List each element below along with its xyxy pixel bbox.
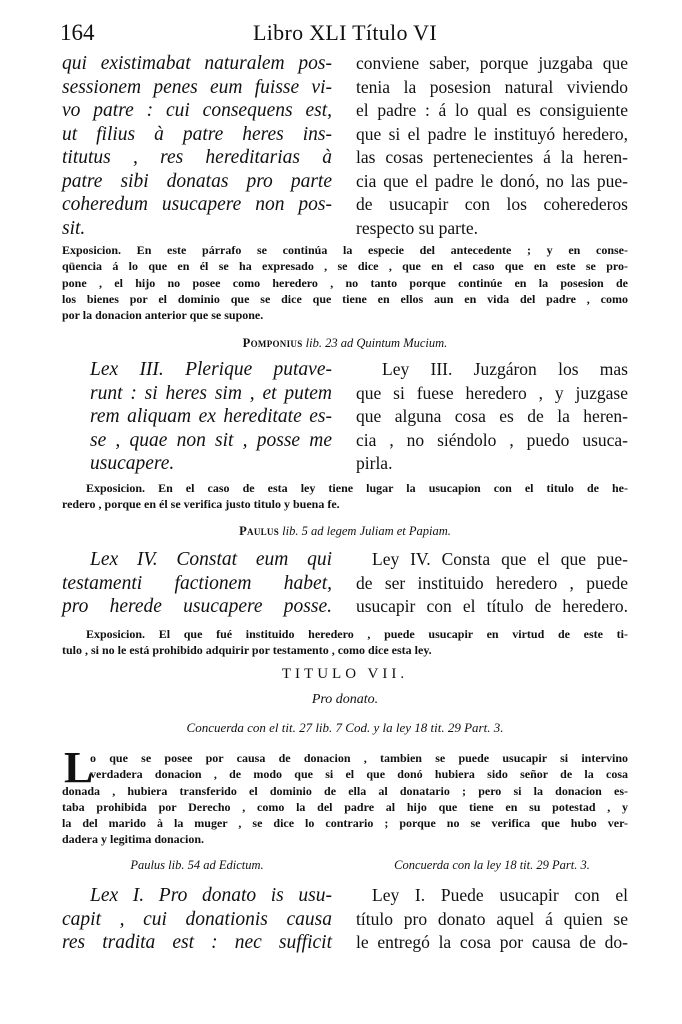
intro-line: o que se posee por causa de donacion , tambien se puede usucapir si intervino xyxy=(90,751,628,765)
latin-line: pro herede usucapere posse. xyxy=(62,596,332,617)
source-author: Pomponius xyxy=(242,336,303,350)
exposicion-line: Exposicion. El que fué instituido heredero , puede usucapir en virtud de este ti- xyxy=(86,627,628,641)
latin-line: testamenti factionem habet, xyxy=(62,572,332,594)
running-title: Libro XLI Título VI xyxy=(253,20,437,45)
latin-column-lex3 xyxy=(90,358,332,476)
intro-line: verdadera donacion , de modo que si el que donó hubiera sido señor de la cosa xyxy=(90,767,628,782)
section-heading: TITULO VII. xyxy=(281,666,409,682)
section-subtitle: Pro donato. xyxy=(311,692,379,707)
latin-line: titutus , res hereditarias à xyxy=(62,147,332,168)
latin-line: sessionem penes eum fuisse vi- xyxy=(62,76,332,98)
exposicion-line: qüencia á lo que en él se ha expresado , se dice , que en el caso que en este se pro- xyxy=(62,259,628,274)
intro-line: donada , hubiera transferido el dominio de ella al donatario ; pero si la donacion es- xyxy=(62,783,628,798)
spanish-line: respecto su parte. xyxy=(356,217,478,238)
concordance-note: Concuerda con el tit. 27 lib. 7 Cod. y la ley 18 tit. 29 Part. 3. xyxy=(186,720,504,735)
spanish-line: Ley IV. Consta que el que pue- xyxy=(372,549,628,569)
titulo7-intro xyxy=(62,743,628,848)
source-work: lib. 23 ad Quintum Mucium. xyxy=(305,336,448,350)
exposicion-lex3 xyxy=(62,480,628,513)
intro-line: dadera y legitima donacion. xyxy=(62,832,205,847)
latin-line: usucapere. xyxy=(90,453,175,474)
source-work: lib. 5 ad legem Juliam et Papiam. xyxy=(282,524,451,538)
source-right: Concuerda con la ley 18 tit. 29 Part. 3. xyxy=(394,858,590,872)
spanish-line: que si fuese heredero , y juzgase xyxy=(356,382,628,403)
exposicion-line: redero , porque en él se verifica justo titulo y buena fe. xyxy=(62,497,340,512)
exposicion-line: Exposicion. En el caso de esta ley tiene lugar la usucapion con el titulo de he- xyxy=(86,481,628,495)
latin-line: sit. xyxy=(62,217,86,239)
source-left: Paulus lib. 54 ad Edictum. xyxy=(130,858,264,872)
spanish-line: usucapir con el título de heredero. xyxy=(356,596,628,616)
spanish-line: le entregó la cosa por causa de do- xyxy=(356,932,628,952)
latin-line: vo patre : cui consequens est, xyxy=(62,100,332,121)
spanish-line: Ley I. Puede usucapir con el xyxy=(372,885,628,905)
latin-column-lex1 xyxy=(62,884,332,955)
spanish-line: cia que el padre le donó, no las pue- xyxy=(356,170,628,191)
exposicion-line: por la donacion anterior que se supone. xyxy=(62,308,264,323)
latin-line: qui existimabat naturalem pos- xyxy=(62,53,332,74)
spanish-line: que alguna cosa es de la heren- xyxy=(356,406,628,426)
spanish-column-lex3 xyxy=(356,358,628,476)
exposicion-line: los bienes por el dominio que se dice que tiene en ellos aun en vida del padre , como xyxy=(62,291,628,306)
exposicion-lex4 xyxy=(62,626,628,659)
exposicion-section1 xyxy=(62,242,628,323)
intro-line: taba prohibida por Derecho , como la del padre al hijo que tiene en su potestad , y xyxy=(62,799,628,814)
spanish-line: de ser instituido heredero , puede xyxy=(356,572,628,593)
latin-line: rem aliquam ex hereditate es- xyxy=(90,406,332,427)
latin-line: Lex III. Plerique putave- xyxy=(90,359,332,380)
latin-line: patre sibi donatas pro parte xyxy=(62,170,332,192)
exposicion-line: tulo , si no le está prohibido adquirir por testamento , como dice esta ley. xyxy=(62,643,432,658)
spanish-line: que si el padre le instituyó heredero, xyxy=(356,123,628,144)
spanish-line: pirla. xyxy=(356,453,393,473)
latin-line: Lex IV. Constat eum qui xyxy=(90,549,332,570)
latin-line: res tradita est : nec sufficit xyxy=(62,932,332,953)
exposicion-line: pone , el hijo no posee como heredero , no tanto porque continúe en la posesion de xyxy=(62,275,628,290)
latin-column-continuation xyxy=(62,52,332,240)
latin-line: ut filius à patre heres ins- xyxy=(62,123,332,145)
spanish-line: cia , no siéndolo , puedo usuca- xyxy=(356,429,628,450)
spanish-line: Ley III. Juzgáron los mas xyxy=(382,359,628,379)
spanish-column-lex4 xyxy=(356,548,628,619)
spanish-column-lex1 xyxy=(356,884,628,955)
latin-line: runt : si heres sim , et putem xyxy=(90,382,332,404)
latin-line: se , quae non sit , posse me xyxy=(90,429,332,451)
source-heading-lex1-left xyxy=(62,858,332,873)
page-number: 164 xyxy=(60,20,95,45)
spanish-line: de usucapir con los coherederos xyxy=(356,194,628,214)
spanish-column-continuation xyxy=(356,52,628,240)
latin-column-lex4 xyxy=(62,548,332,619)
spanish-line: tenia la posesion natural viviendo xyxy=(356,76,628,97)
exposicion-line: Exposicion. En este párrafo se continúa la especie del antecedente ; y en conse- xyxy=(62,243,628,257)
spanish-line: el padre : á lo qual es consiguiente xyxy=(356,100,628,120)
source-heading-lex4 xyxy=(62,524,628,539)
source-author: Paulus xyxy=(239,524,280,538)
spanish-line: conviene saber, porque juzgaba que xyxy=(356,53,628,73)
latin-line: coheredum usucapere non pos- xyxy=(62,194,332,215)
spanish-line: título pro donato aquel á quien se xyxy=(356,908,628,929)
latin-line: Lex I. Pro donato is usu- xyxy=(90,885,332,906)
source-heading-lex1-right xyxy=(356,858,628,873)
drop-cap-initial: L xyxy=(64,743,94,792)
source-heading-lex3 xyxy=(62,336,628,351)
latin-line: capit , cui donationis causa xyxy=(62,908,332,930)
intro-line: la del marido à la muger , se dice lo contrario ; porque no se verifica que hubo ver- xyxy=(62,816,628,831)
spanish-line: las cosas pertenecientes á la heren- xyxy=(356,147,628,167)
running-header xyxy=(60,20,630,56)
